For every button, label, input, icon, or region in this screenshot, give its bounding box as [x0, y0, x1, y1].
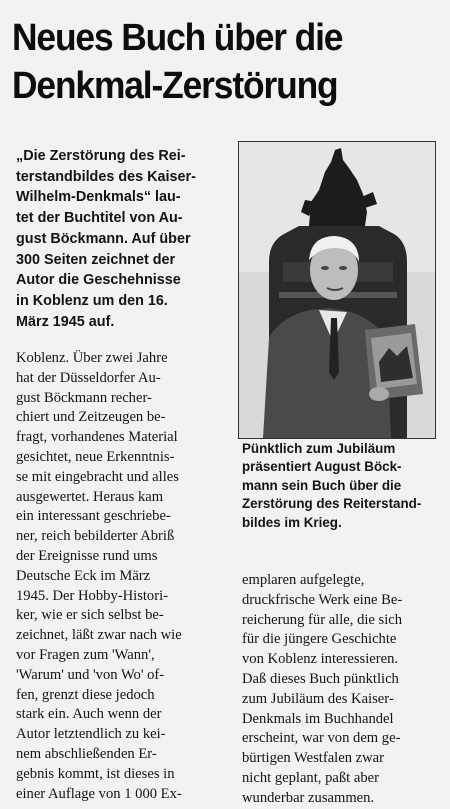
body-line: für die jüngere Geschichte [242, 631, 397, 648]
lead-line: Wilhelm-Denkmals“ lau- [16, 189, 181, 206]
lead-line: in Koblenz um den 16. [16, 292, 168, 309]
headline [12, 14, 412, 110]
body-line: vor Fragen zum 'Wann', [16, 646, 155, 663]
body-line: ner, reich bebilderter Abriß [16, 528, 175, 545]
body-line: fen, grenzt diese jedoch [16, 686, 155, 703]
lead-line: gust Böckmann. Auf über [16, 230, 191, 247]
body-line: gust Böckmann recher- [16, 389, 152, 406]
body-line: bürtigen Westfalen zwar [242, 750, 385, 767]
body-line: chiert und Zeitzeugen be- [16, 409, 166, 426]
body-line: reicherung für alle, die sich [242, 611, 403, 628]
body-line: gebnis kommt, ist dieses in [16, 765, 175, 782]
body-line: der Ereignisse rund ums [16, 547, 158, 564]
body-line: ausgewertet. Heraus kam [16, 488, 164, 505]
article-body-right [242, 571, 442, 809]
lead-line: tet der Buchtitel von Au- [16, 210, 183, 227]
body-line: ker, wie er sich selbst be- [16, 607, 164, 624]
article-body-left [16, 349, 232, 804]
lead-line: „Die Zerstörung des Rei- [16, 148, 186, 164]
photo-image [239, 142, 435, 438]
caption-line: Zerstörung des Reiterstand- [242, 496, 422, 512]
body-line: se mit eingebracht und alles [16, 468, 179, 485]
body-line: emplaren aufgelegte, [242, 572, 365, 588]
lead-paragraph [16, 146, 231, 332]
body-line: einer Auflage von 1 000 Ex- [16, 785, 182, 802]
headline-line: Denkmal-Zerstörung [12, 65, 338, 107]
lead-line: terstandbildes des Kaiser- [16, 168, 196, 185]
lead-line: März 1945 auf. [16, 313, 115, 330]
body-line: Koblenz. Über zwei Jahre [16, 350, 168, 366]
body-line: fragt, vorhandenes Material [16, 429, 178, 446]
body-line: nem abschließenden Er- [16, 745, 157, 762]
body-line: Denkmals im Buchhandel [242, 710, 394, 727]
lead-line: Autor die Geschehnisse [16, 272, 181, 289]
body-line: zeichnet, läßt zwar nach wie [16, 627, 182, 644]
body-line: nicht geplant, paßt aber [242, 769, 379, 786]
caption-line: präsentiert August Böck- [242, 459, 402, 475]
caption-line: Pünktlich zum Jubiläum [242, 441, 396, 456]
body-line: hat der Düsseldorfer Au- [16, 369, 161, 386]
body-line: von Koblenz interessieren. [242, 651, 399, 668]
photo [238, 141, 436, 439]
body-line: Autor letztendlich zu kei- [16, 726, 166, 743]
body-line: wunderbar zusammen. [242, 789, 375, 806]
caption-line: bildes im Krieg. [242, 514, 342, 530]
body-line: erscheint, war von dem ge- [242, 730, 401, 747]
body-line: stark ein. Auch wenn der [16, 706, 162, 723]
photo-caption [242, 440, 438, 532]
body-line: Daß dieses Buch pünktlich [242, 670, 399, 687]
lead-line: 300 Seiten zeichnet der [16, 251, 176, 268]
body-line: gesichtet, neue Erkenntnis- [16, 448, 175, 465]
body-line: Deutsche Eck im März [16, 567, 151, 584]
body-line: 'Warum' und 'von Wo' of- [16, 666, 165, 683]
body-line: 1945. Der Hobby-Histori- [16, 587, 168, 604]
body-line: zum Jubiläum des Kaiser- [242, 690, 394, 707]
body-line: ein interessant geschriebe- [16, 508, 171, 525]
body-line: druckfrische Werk eine Be- [242, 591, 403, 608]
headline-line: Neues Buch über die [12, 17, 343, 59]
caption-line: mann sein Buch über die [242, 477, 402, 493]
